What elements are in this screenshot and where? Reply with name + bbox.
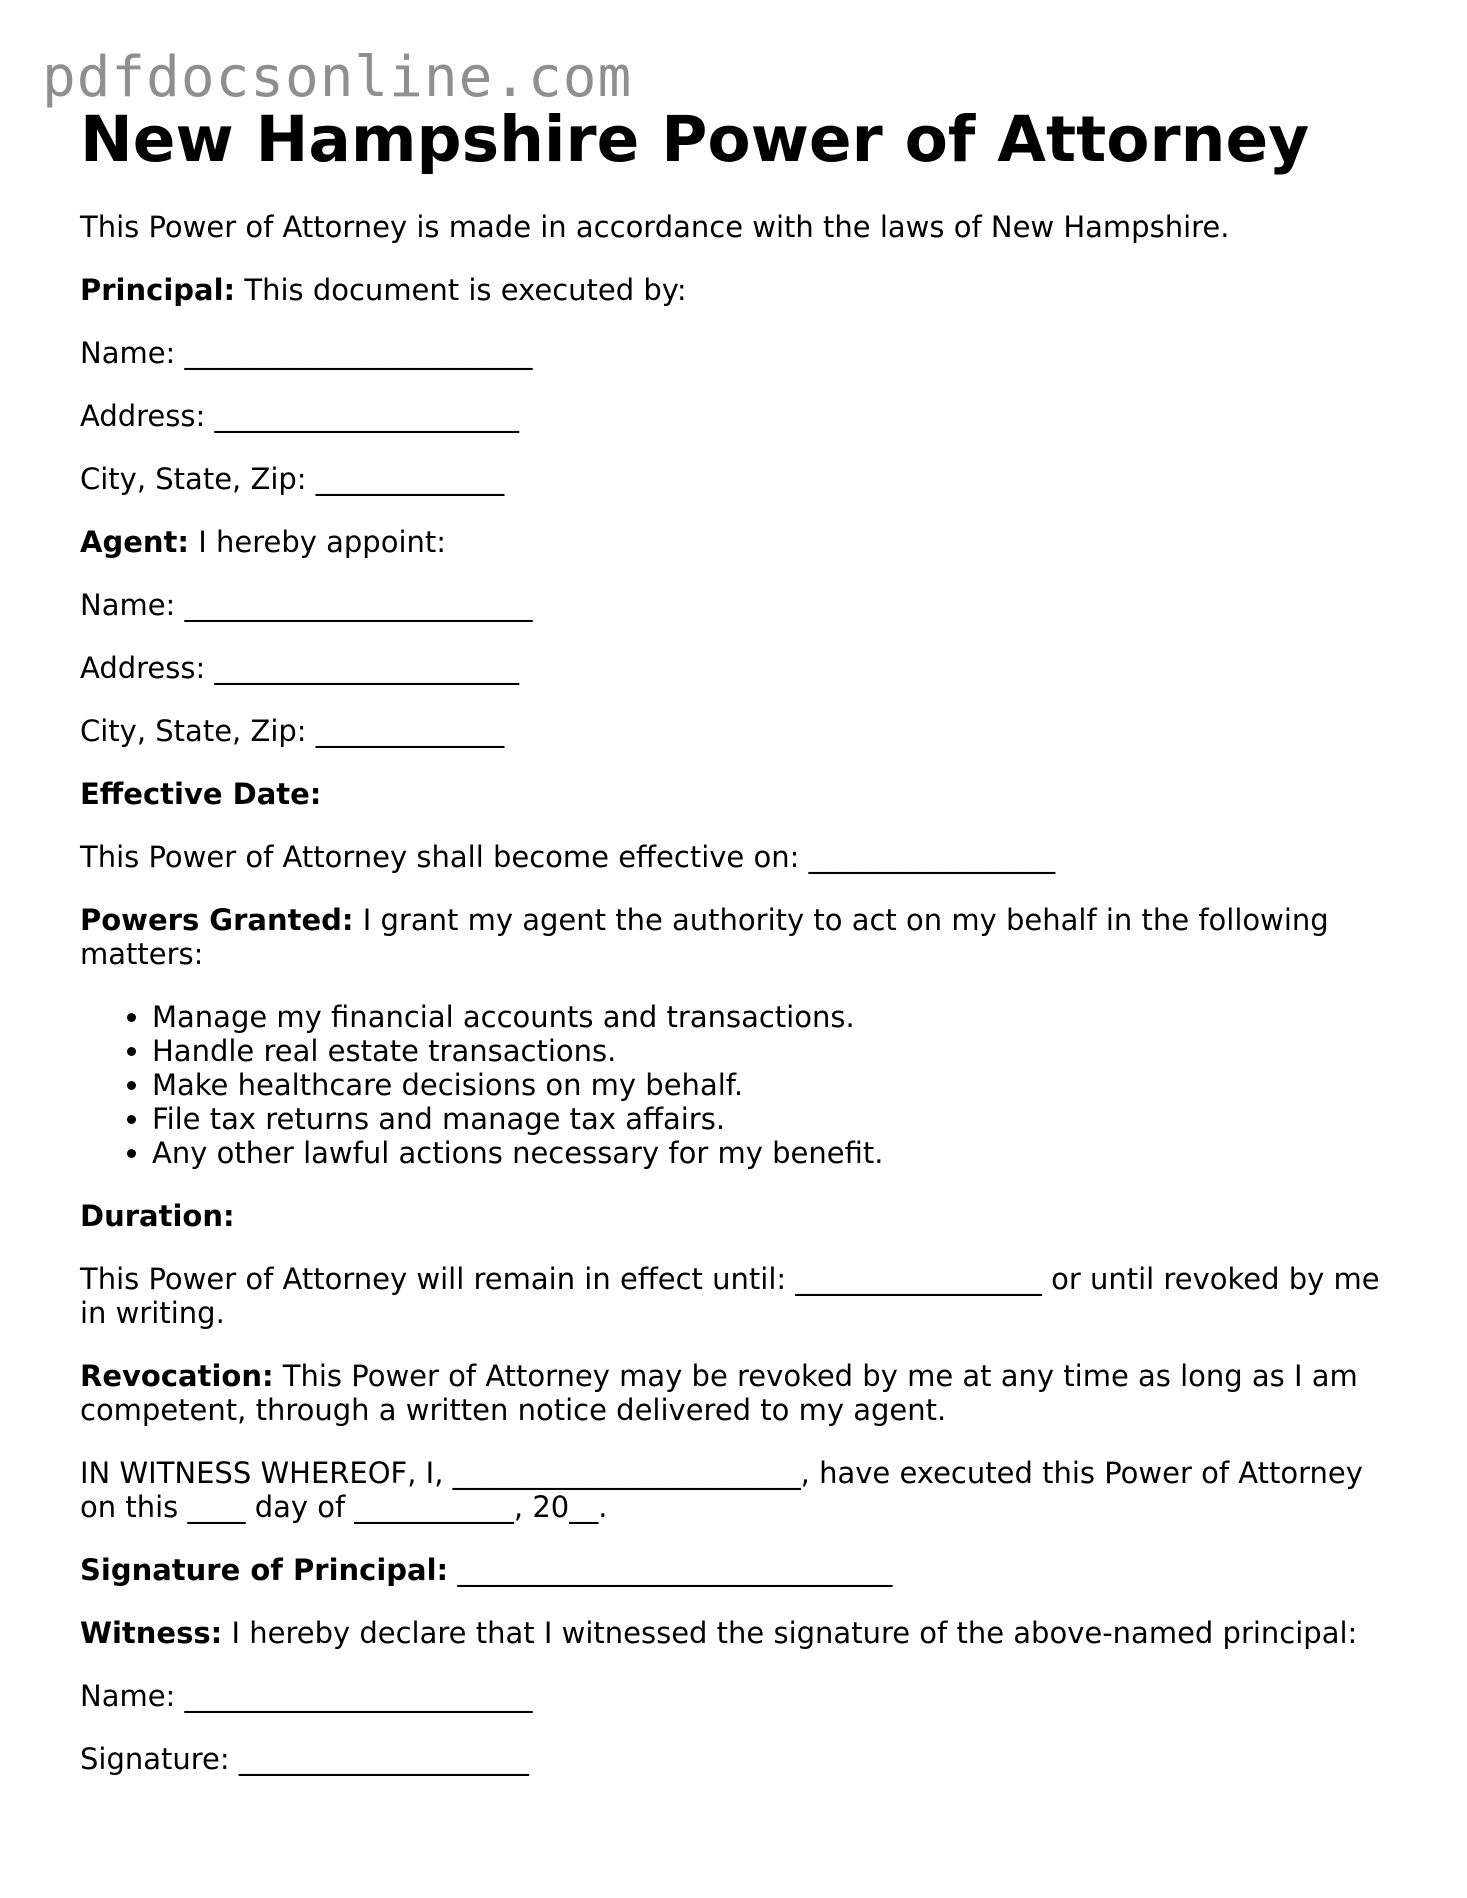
revocation-statement — [80, 1359, 1400, 1427]
list-item: • Make healthcare decisions on my behalf. — [152, 1068, 1400, 1102]
duration-field[interactable]: This Power of Attorney will remain in effect until: _________________ or until revoked by me in writing. — [80, 1262, 1380, 1330]
duration-heading — [80, 1199, 1400, 1233]
witness-whereof-field[interactable]: IN WITNESS WHEREOF, I, ________________________, have executed this Power of Attorney on this ____ day of ___________, 20__. — [80, 1456, 1363, 1524]
principal-address-field[interactable]: Address: _____________________ — [80, 399, 519, 433]
list-item: • Manage my financial accounts and transactions. — [152, 1000, 1400, 1034]
witness-statement — [80, 1616, 1400, 1650]
principal-city-field[interactable]: City, State, Zip: _____________ — [80, 462, 505, 496]
revocation-label: Revocation: — [80, 1359, 274, 1393]
principal-text: This document is executed by: — [235, 273, 687, 307]
agent-label: Agent: — [80, 525, 189, 559]
revocation-text: This Power of Attorney may be revoked by me at any time as long as I am competent, through a written notice delivered to my agent. — [80, 1359, 1358, 1427]
powers-granted-label: Powers Granted: — [80, 903, 354, 937]
powers-list — [80, 1000, 1400, 1170]
witness-label: Witness: — [80, 1616, 223, 1650]
principal-name-field[interactable]: Name: ________________________ — [80, 336, 533, 370]
witness-text: I hereby declare that I witnessed the signature of the above-named principal: — [222, 1616, 1358, 1650]
agent-text: I hereby appoint: — [188, 525, 447, 559]
agent-city-field[interactable]: City, State, Zip: _____________ — [80, 714, 505, 748]
witness-signature-field[interactable]: Signature: ____________________ — [80, 1742, 529, 1776]
principal-signature-label: Signature of Principal: — [80, 1553, 449, 1587]
principal-label: Principal: — [80, 273, 236, 307]
effective-date-label: Effective Date: — [80, 777, 322, 811]
effective-date-heading — [80, 777, 1400, 811]
list-item: • File tax returns and manage tax affairs. — [152, 1102, 1400, 1136]
page-title: New Hampshire Power of Attorney — [80, 103, 1310, 176]
list-item: • Handle real estate transactions. — [152, 1034, 1400, 1068]
witness-name-field[interactable]: Name: ________________________ — [80, 1679, 533, 1713]
agent-address-field[interactable]: Address: _____________________ — [80, 651, 519, 685]
agent-name-field[interactable]: Name: ________________________ — [80, 588, 533, 622]
powers-granted-text: I grant my agent the authority to act on my behalf in the following matters: — [80, 903, 1329, 971]
powers-granted-statement — [80, 903, 1400, 971]
duration-label: Duration: — [80, 1199, 235, 1233]
agent-statement — [80, 525, 1400, 559]
principal-statement — [80, 273, 1400, 307]
intro-paragraph: This Power of Attorney is made in accordance with the laws of New Hampshire. — [80, 210, 1230, 244]
principal-signature-line[interactable]: ______________________________ — [448, 1553, 893, 1587]
watermark: pdfdocsonline.com — [42, 45, 633, 110]
effective-date-field[interactable]: This Power of Attorney shall become effective on: _________________ — [80, 840, 1056, 874]
document-body — [80, 98, 1400, 1776]
principal-signature-field[interactable] — [80, 1553, 1400, 1587]
list-item: • Any other lawful actions necessary for my benefit. — [152, 1136, 1400, 1170]
